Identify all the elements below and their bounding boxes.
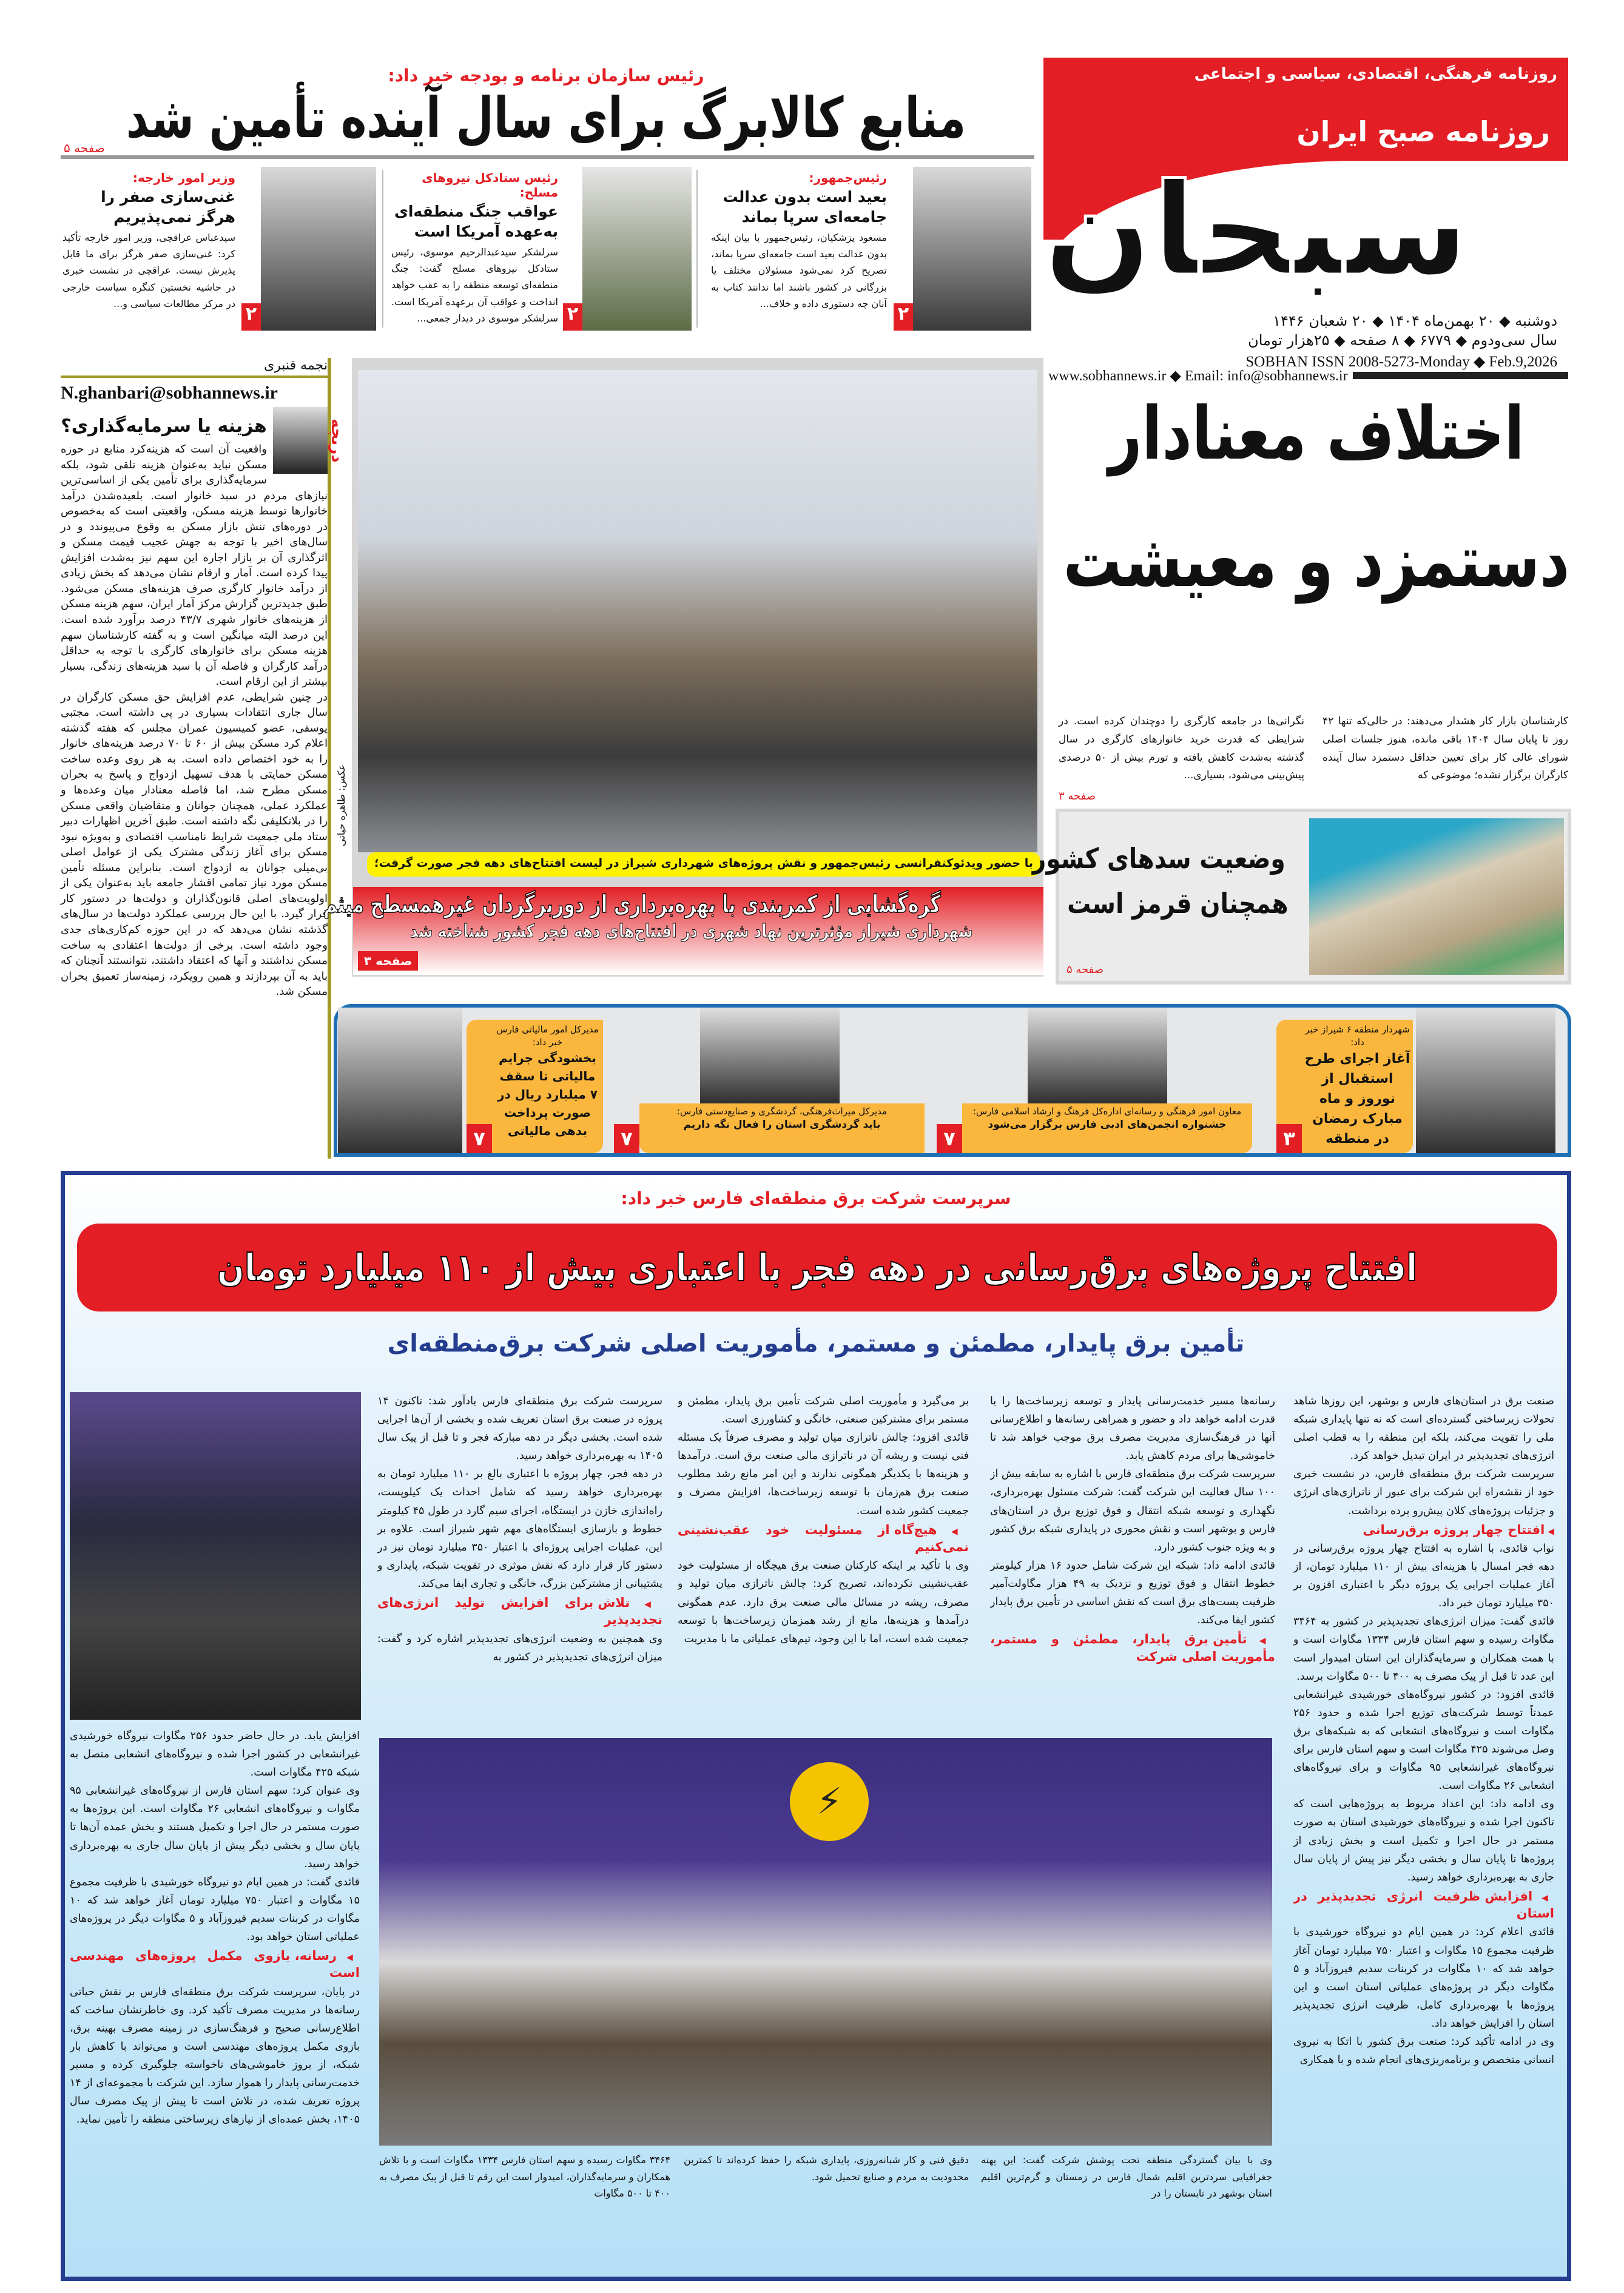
feature-paragraph: بر می‌گیرد و مأموریت اصلی شرکت تأمین برق پایدار، مطمئن و مستمر برای مشترکین صنعتی، خانگی و کشاورزی است.	[678, 1395, 969, 1426]
brief-photo	[582, 167, 692, 331]
brief-headline: بعید است بدون عدالت جامعه‌ای سرپا بماند	[723, 188, 887, 226]
masthead-tagline: روزنامه فرهنگی، اقتصادی، سیاسی و اجتماعی	[1194, 65, 1557, 83]
feature-column	[379, 2152, 670, 2237]
brief-kicker: رئیس‌جمهور:	[809, 170, 887, 185]
feature-subheadline: تأمین برق پایدار، مطمئن و مستمر، مأموریت اصلی شرکت برق‌منطقه‌ای	[387, 1330, 1245, 1358]
promo-photo	[1028, 1008, 1167, 1103]
feature-paragraph: افزایش یابد. در حال حاضر حدود ۲۵۶ مگاوات نیروگاه خورشیدی غیرانشعابی در کشور اجرا شده و نیروگاه‌های انشعابی متصل به شبکه ۴۲۵ مگاوات است.	[70, 1730, 360, 1779]
feature-paragraph: وی همچنین به وضعیت انرژی‌های تجدیدپذیر اشاره کرد و گفت: میزان انرژی‌های تجدیدپذیر در کشور به	[377, 1632, 662, 1663]
promo-photo	[338, 1008, 462, 1153]
feature-headline[interactable]: افتتاح پروژه‌های برق‌رسانی در دهه فجر با اعتباری بیش از ۱۱۰ میلیارد تومان	[217, 1245, 1418, 1290]
main-photo-subheadline: شهرداری شیراز مؤثرترین نهاد شهری در افتتاح‌های دهه فجر کشور شناخته شد	[410, 921, 974, 942]
feature-paragraph: قائدی گفت: میزان انرژی‌های تجدیدپذیر در کشور به ۳۴۶۴ مگاوات رسیده و سهم استان فارس ۱۳۳۴ مگاوات است و با همت همکاران و سرمایه‌گذاران این استان امیدوار است این عدد تا قبل از پیک مصرف به ۴۰۰ تا ۵۰۰ مگاوات برسد.	[1293, 1615, 1554, 1683]
brief-president[interactable]	[704, 167, 1031, 331]
dam-story[interactable]	[1033, 809, 1571, 985]
promo-item[interactable]	[937, 1008, 1252, 1153]
promo-headline: بخشودگی جرایم مالیاتی تا سقف ۷ میلیارد ریال در صورت پرداخت بدهی مالیاتی	[497, 1051, 598, 1138]
feature-column	[377, 1392, 662, 1720]
brief-kicker: وزیر امور خارجه:	[132, 170, 235, 185]
brief-summary: سرلشکر سیدعبدالرحیم موسوی، رئیس ستادکل نیروهای مسلح گفت: جنگ منطقه‌ای توسعه منطقه را به عقب خواهد انداخت و عواقب آن برعهده آمریکا است. سرلشکر موسوی در دیدار جمعی...	[391, 246, 558, 324]
promo-headline: آغاز اجرای طرح استقبال از نوروز و ماه مبارک رمضان در منطقه	[1304, 1051, 1410, 1146]
brief-kicker: رئیس ستادکل نیروهای مسلح:	[422, 170, 558, 200]
brief-summary: مسعود پزشکیان، رئیس‌جمهور با بیان اینکه بدون عدالت بعید است جامعه‌ای سرپا بماند، تصریح کرد نمی‌شود مسئولان مختلف یا بزرگانی در کشور باشند اما ندانند کتاب به آنان چه دستوری داده و خلاف...	[711, 232, 887, 309]
ribbon-cutting-photo[interactable]	[358, 370, 1037, 852]
editorial-title[interactable]: هزینه یا سرمایه‌گذاری؟	[61, 416, 267, 437]
page-badge: ۷	[467, 1124, 492, 1153]
editorial-paragraph: واقعیت آن است که هزینه‌کرد منابع در حوزه مسکن نباید به‌عنوان هزینه تلقی شود، بلکه سرمایه‌گذاری برای تأمین یکی از اساسی‌ترین نیازهای مردم در سبد خانوار است. بلعیده‌شدن درآمد خانوارها توسط هزینه مسکن، واقعیتی است که به‌خصوص در دوره‌های تنش بازار مسکن به وقوع می‌پیوندد و در سال‌های اخیر با توجه به جهش عجیب قیمت مسکن و اثرگذاری آن بر بازار اجاره این سهم نیز به‌شدت افزایش پیدا کرده است. آمار و ارقام نشان می‌دهد که بخش زیادی از درآمد خانوار کارگری صرف هزینه‌های مسکن می‌شود. طبق جدیدترین گزارش مرکز آمار ایران، سهم هزینه مسکن از هزینه‌های خانوار شهری ۴۳/۷ درصد برآورد شده است. این درصد البته میانگین است و به گفته کارشناسان سهم هزینه مسکن برای خانوارهای کارگری با توجه به حداقل درآمد کارگران و فاصله آن با سبد هزینه‌های زندگی، بسیار بیشتر از این ارقام است.	[61, 443, 328, 689]
brief-foreign-minister[interactable]	[61, 167, 376, 331]
promo-strip	[334, 1004, 1571, 1157]
feature-paragraph: قائدی اعلام کرد: در همین ایام دو نیروگاه خورشیدی با ظرفیت مجموع ۱۵ مگاوات و اعتبار ۷۵۰ میلیارد تومان آغاز خواهد شد که ۱۰ مگاوات در کربنات سدیم فیروزآباد و ۵ مگاوات دیگر در پروژه‌های عملیاتی استان است و این پروژه‌ها با بهره‌برداری کامل، ظرفیت انرژی تجدیدپذیر استان را افزایش خواهد داد.	[1293, 1926, 1554, 2030]
tavanir-logo-icon: ⚡	[790, 1762, 869, 1841]
feature-paragraph: رسانه‌ها مسیر خدمت‌رسانی پایدار و توسعه زیرساخت‌ها را با قدرت ادامه خواهد داد و حضور و همراهی رسانه‌ها و اطلاع‌رسانی آنها در فرهنگ‌سازی مدیریت مصرف برق موجب خواهد شد تا خاموشی‌ها برای مردم کاهش یابد.	[990, 1395, 1275, 1463]
divider	[1353, 372, 1568, 379]
page-badge: ۷	[614, 1124, 639, 1153]
promo-photo	[1416, 1008, 1555, 1153]
page-badge: ۷	[937, 1124, 962, 1153]
main-photo-headline: گره‌گشایی از کمربندی با بهره‌برداری از دوربرگردان غیرهمسطح میثم	[323, 891, 941, 918]
feature-subhead: ◀ رسانه، بازوی مکمل پروژه‌های مهندسی است	[70, 1947, 360, 1982]
promo-item[interactable]	[1264, 1008, 1568, 1153]
wage-story-headline-line1[interactable]: اختلاف معنادار	[1108, 392, 1525, 476]
wage-story-body: نگرانی‌ها در جامعه کارگری را دوچندان کرده است. در شرایطی که قدرت خرید خانوارهای کارگری در سال گذشته به‌شدت کاهش یافته و تورم بیش از ۵۰ درصدی پیش‌بینی می‌شود، بسیاری...	[1059, 715, 1304, 782]
brief-headline: غنی‌سازی صفر را هرگز نمی‌پذیریم	[101, 188, 235, 226]
page-badge: ۲	[894, 303, 913, 331]
section-label: دریچه	[328, 419, 346, 463]
promo-photo	[700, 1008, 840, 1103]
feature-paragraph: وی عنوان کرد: سهم استان فارس از نیروگاه‌های غیرانشعابی ۹۵ مگاوات و نیروگاه‌های انشعابی ۲۶ مگاوات است. این پروژه‌ها به صورت مستمر در حال اجرا و تکمیل هستند و بخش عمده آن‌ها تا پایان سال و بخشی دیگر پیش از پایان سال جاری به بهره‌برداری خواهد رسید.	[70, 1785, 360, 1870]
photo-caption-kicker: با حضور ویدئوکنفرانسی رئیس‌جمهور و نقش پروژه‌های شهرداری شیراز در لیست افتتاح‌های دهه فجر صورت گرفت؛	[367, 852, 1040, 877]
date-line: دوشنبه ◆ ۲۰ بهمن‌ماه ۱۴۰۴ ◆ ۲۰ شعبان ۱۴۴۶	[1273, 312, 1557, 329]
feature-paragraph: وی با بیان گستردگی منطقه تحت پوشش شرکت گفت: این پهنه جغرافیایی سردترین اقلیم شمال فارس در زمستان و گرم‌ترین اقلیم استان بوشهر در تابستان را در	[981, 2154, 1272, 2200]
feature-subhead: ◀ تأمین برق پایدار، مطمئن و مستمر، مأموریت اصلی شرکت	[990, 1631, 1275, 1665]
feature-paragraph: در پایان، سرپرست شرکت برق منطقه‌ای فارس بر نقش حیاتی رسانه‌ها در مدیریت مصرف تأکید کرد. وی خاطرنشان ساخت که اطلاع‌رسانی صحیح و فرهنگ‌سازی در زمینه مصرف بهینه برق، بازوی مکمل پروژه‌های مهندسی است و می‌تواند با کاهش بار شبکه، از بروز خاموشی‌های ناخواسته جلوگیری کرده و مسیر خدمت‌رسانی پایدار را هموار سازد. این شرکت با مجموعه‌ای از ۱۴ پروژه تعریف شده، در تلاش است تا پیش از پیک مصرف سال ۱۴۰۵، بخش عمده‌ای از نیازهای زیرساختی منطقه را تأمین نماید.	[70, 1985, 360, 2126]
promo-headline: جشنواره انجمن‌های ادبی فارس برگزار می‌شود	[988, 1119, 1227, 1131]
dam-photo	[1309, 818, 1564, 975]
feature-paragraph: قائدی افزود: در کشور نیروگاه‌های خورشیدی غیرانشعابی عمدتاً توسط شرکت‌های توزیع اجرا شده و حدود ۲۵۶ مگاوات است و نیروگاه‌های انشعابی که به شبکه‌های برق وصل می‌شوند ۴۲۵ مگاوات است و سهم استان فارس برای نیروگاه‌های غیرانشعابی ۹۵ مگاوات و برای نیروگاه‌های انشعابی ۲۶ مگاوات است.	[1293, 1688, 1554, 1793]
masthead	[1043, 58, 1568, 370]
brief-headline: عواقب جنگ منطقه‌ای به‌عهده آمریکا است	[394, 203, 558, 240]
feature-paragraph: دقیق فنی و کار شبانه‌روزی، پایداری شبکه را حفظ کرده‌اند تا کمترین محدودیت به مردم و صنایع تحمیل شود.	[684, 2154, 969, 2183]
promo-headline: باید گردشگری استان را فعال نگه داریم	[683, 1119, 881, 1131]
official-portrait-photo	[70, 1392, 361, 1720]
feature-column	[1293, 1392, 1554, 2254]
promo-kicker: مدیرکل امور مالیاتی فارس خبر داد:	[496, 1024, 599, 1048]
feature-paragraph: وی ادامه داد: این اعداد مربوط به پروژه‌هایی است که تاکنون اجرا شده و نیروگاه‌های خورشیدی استان به صورت مستمر در حال اجرا و تکمیل است و بخش زیادی از پروژه‌ها تا پایان سال و بخشی دیگر نیز پیش از پایان سال جاری به بهره‌برداری خواهد رسید.	[1293, 1798, 1554, 1884]
photo-credit: عکس: طاهره حیاتی	[335, 764, 347, 846]
issue-line: سال سی‌ودوم ◆ ۶۷۷۹ ◆ ۸ صفحه ◆ ۲۵هزار تومان	[1248, 332, 1557, 349]
feature-paragraph: ۳۴۶۴ مگاوات رسیده و سهم استان فارس ۱۳۳۴ مگاوات است و با تلاش همکاران و سرمایه‌گذاران، امیدوار است این رقم تا قبل از پیک مصرف به ۴۰۰ تا ۵۰۰ مگاوات	[379, 2154, 670, 2200]
wage-story-headline-line2[interactable]: دستمزد و معیشت	[1063, 519, 1570, 604]
wage-story-body: کارشناسان بازار کار هشدار می‌دهند: در حالی‌که تنها ۴۲ روز تا پایان سال ۱۴۰۴ باقی مانده، هنوز جلسات اصلی شورای عالی کار برای تعیین حداقل دستمزد سال آینده کارگران برگزار نشده؛ موضوعی که	[1322, 715, 1568, 782]
editorial-rule	[328, 358, 331, 1159]
main-photo-headline-band[interactable]	[323, 887, 1043, 975]
feature-paragraph: در دهه فجر، چهار پروژه با اعتباری بالغ بر ۱۱۰ میلیارد تومان به بهره‌برداری خواهد رسید که شامل احداث یک کیلوپست، راه‌اندازی خازن در ایستگاه، اجرای سیم گارد در طول ۴۵ کیلومتر خطوط و بازسازی ایستگاه‌های مهم شهر شیراز است. علاوه بر این، عملیات اجرایی پروژه‌ای با اعتبار ۳۵۰ میلیارد تومان نیز در دستور کار قرار دارد که نقش موثری در تقویت شبکه، پایداری و پشتیبانی از مشترکین بزرگ، خانگی و تجاری ایفا می‌کند.	[377, 1468, 662, 1590]
feature-paragraph: سرپرست شرکت برق منطقه‌ای فارس یادآور شد: تاکنون ۱۴ پروژه در صنعت برق استان تعریف شده و بخشی از آن‌ها اجرایی شده است. بخشی دیگر در دهه مبارکه فجر و تا قبل از پیک سال ۱۴۰۵ به بهره‌برداری خواهد رسید.	[377, 1395, 662, 1463]
feature-column	[990, 1392, 1275, 1720]
feature-paragraph: وی با تأکید بر اینکه کارکنان صنعت برق هیچگاه از مسئولیت خود عقب‌نشینی نکرده‌اند، تصریح کرد: چالش ناترازی میان تولید و مصرف، ریشه در مسائل مالی صنعت برق دارد. عدم همگونی درآمدها و هزینه‌ها، مانع از رشد همزمان زیرساخت‌ها با توسعه جمعیت شده است، اما با این وجود، تیم‌های عملیاتی ما با مدیریت	[678, 1560, 969, 1645]
feature-paragraph: قائدی گفت: در همین ایام دو نیروگاه خورشیدی با ظرفیت مجموع ۱۵ مگاوات و اعتبار ۷۵۰ میلیارد تومان آغاز خواهد شد که ۱۰ مگاوات در کربنات سدیم فیروزآباد و ۵ مگاوات دیگر در پروژه‌های عملیاتی استان خواهد بود.	[70, 1876, 360, 1944]
divider	[61, 155, 1034, 159]
promo-item[interactable]	[336, 1008, 603, 1153]
page-badge: ۲	[241, 303, 261, 331]
feature-column	[684, 2152, 969, 2237]
feature-paragraph: سرپرست شرکت برق منطقه‌ای فارس با اشاره به سابقه بیش از ۱۰۰ سال فعالیت این شرکت گفت: شرکت مسئول بهره‌برداری، نگهداری و توسعه شبکه انتقال و فوق توزیع برق در استان‌های فارس و بوشهر است و نقش محوری در پایداری شبکه برق کشور و به ویژه جنوب کشور دارد.	[990, 1468, 1275, 1554]
feature-column	[981, 2152, 1272, 2237]
top-story-headline[interactable]: منابع کالابرگ برای سال آینده تأمین شد	[126, 86, 966, 150]
newspaper-logo[interactable]: سبحان	[1043, 156, 1469, 305]
feature-paragraph: صنعت برق در استان‌های فارس و بوشهر، این روزها شاهد تحولات زیرساختی گسترده‌ای است که نه تنها پایداری شبکه ملی را تقویت می‌کند، بلکه این منطقه را به قطب اصلی انرژی‌های تجدیدپذیر در ایران تبدیل خواهد کرد.	[1293, 1395, 1554, 1463]
promo-item[interactable]	[609, 1008, 925, 1153]
promo-kicker: شهردار منطقه ۶ شیراز خبر داد:	[1305, 1024, 1410, 1048]
feature-column	[678, 1392, 969, 1720]
author-portrait	[273, 407, 328, 474]
web-bar	[1043, 367, 1568, 384]
brief-summary: سیدعباس عراقچی، وزیر امور خارجه تأکید کرد: غنی‌سازی صفر هرگز برای ما قابل پذیرش نیست. عراقچی در نشست خبری در حاشیه نخستین کنگره سیاست خارجی در مرکز مطالعات سیاسی و...	[62, 232, 235, 309]
editorial-email[interactable]: N.ghanbari@sobhannews.ir	[61, 383, 278, 403]
feature-paragraph: قائدی افزود: چالش ناترازی میان تولید و مصرف صرفاً یک مسئله فنی نیست و ریشه آن در ناترازی مالی صنعت برق است. درآمدها و هزینه‌ها با یکدیگر همگونی ندارند و این امر مانع رشد مطلوب صنعت برق هم‌زمان با توسعه زیرساخت‌ها، افزایش مصرف و جمعیت کشور شده است.	[678, 1432, 969, 1517]
feature-subhead: ◀ افزایش ظرفیت انرژی تجدیدپذیر در استان	[1293, 1888, 1554, 1922]
dam-headline-line2: همچنان قرمز است	[1067, 886, 1289, 920]
divider	[382, 170, 383, 328]
feature-subhead: ◀ تلاش برای افزایش تولید انرژی‌های تجدیدپذیر	[377, 1594, 662, 1629]
english-issue-line: SOBHAN ISSN 2008-5273-Monday ◆ Feb.9,2026	[1245, 354, 1557, 370]
promo-kicker: معاون امور فرهنگی و رسانه‌ای اداره‌کل فرهنگ و ارشاد اسلامی فارس:	[972, 1106, 1242, 1117]
feature-subhead: ◀ هیچ‌گاه از مسئولیت خود عقب‌نشینی نمی‌کنیم	[678, 1521, 969, 1556]
feature-column	[70, 1727, 360, 2255]
feature-electricity	[61, 1171, 1571, 2281]
brief-armed-forces[interactable]	[388, 167, 692, 331]
feature-paragraph: سرپرست شرکت برق منطقه‌ای فارس، در نشست خبری خود از نقشه‌راه این شرکت برای عبور از ناترازی‌های انرژی و جزئیات پروژه‌های کلان پیش‌رو پرده برداشت.	[1293, 1468, 1554, 1517]
divider	[696, 170, 698, 328]
press-conference-photo	[379, 1738, 1272, 2146]
website-email-link[interactable]: www.sobhannews.ir ◆ Email: info@sobhannews.ir	[1048, 368, 1348, 384]
dam-headline-line1: وضعیت سدهای کشور	[1033, 842, 1286, 875]
top-story-page-ref[interactable]: صفحه ۵	[64, 141, 105, 155]
feature-kicker: سرپرست شرکت برق منطقه‌ای فارس خبر داد:	[621, 1188, 1011, 1208]
feature-paragraph: نواب قائدی، با اشاره به افتتاح چهار پروژه برق‌رسانی در دهه فجر امسال با هزینه‌ای بیش از ۱۱۰ میلیارد تومان، از آغاز عملیات اجرایی یک پروژه دیگر با اعتباری افزون بر ۳۵۰ میلیارد تومان خبر داد.	[1293, 1543, 1554, 1610]
page-ref[interactable]: صفحه ۳	[1059, 790, 1096, 803]
editorial-author: نجمه قنبری	[61, 358, 328, 378]
feature-subhead: ◀ افتتاح چهار پروژه برق‌رسانی	[1293, 1521, 1554, 1538]
feature-paragraph: قائدی ادامه داد: شبکه این شرکت شامل حدود ۱۶ هزار کیلومتر خطوط انتقال و فوق توزیع و نزدیک به ۴۹ هزار مگاولت‌آمپر ظرفیت پست‌های برق است که نقش اساسی در تأمین برق پایدار کشور ایفا می‌کند.	[990, 1559, 1275, 1627]
masthead-subtitle: روزنامه صبح ایران	[1296, 115, 1550, 148]
page-badge: ۲	[563, 303, 582, 331]
top-story-kicker: رئیس سازمان برنامه و بودجه خبر داد:	[388, 66, 704, 86]
page-ref: صفحه ۵	[1066, 963, 1104, 976]
feature-paragraph: وی در ادامه تأکید کرد: صنعت برق کشور با اتکا به نیروی انسانی متخصص و برنامه‌ریزی‌های انجام شده و با همکاری	[1293, 2036, 1554, 2067]
brief-photo	[913, 167, 1031, 331]
editorial-column	[61, 358, 328, 1159]
editorial-paragraph: در چنین شرایطی، عدم افزایش حق مسکن کارگران در سال جاری انتقادات بسیاری در پی داشته است. مجتبی یوسفی، عضو کمیسیون عمران مجلس که هفته گذشته اعلام کرد مسکن بیش از ۶۰ تا ۷۰ درصد هزینه‌های خانوار را به خود اختصاص داده است. به هر روی وعده ساخت مسکن حمایتی با هدف تسهیل ازدواج و پاسخ به بحران مسکن مطرح شد، اما فاصله معنادار میان وعده‌ها و عملکرد عملی، همچنان جوانان و متقاضیان واقعی مسکن را در بلاتکلیفی نگه داشته است. طبق آخرین اظهارات دبیر ستاد ملی جمعیت شرایط نامناسب اقتصادی و به‌ویژه نبود مسکن برای آغاز زندگی مشترک یکی از عوامل اصلی بی‌میلی جوانان به ازدواج است. بنابراین مسئله تأمین مسکن مورد نیاز تمامی اقشار جامعه باید به‌عنوان یکی از اولویت‌های اصلی قانون‌گذاران و دولت‌ها در دستور کار قرار گیرد. با این حال بررسی عملکرد دولت‌ها در سال‌های گذشته نشان می‌دهد که در این حوزه کم‌کاری‌های جدی وجود داشته است. برخی از دولت‌ها اعتقادی به ساخت مسکن نداشتند و آنها که اعتقاد داشتند، نتوانستند آنچنان که باید به آن بپردازند و همین رویکرد، زمینه‌ساز تعمیق بحران مسکن شد.	[61, 690, 328, 998]
page-badge: ۳	[1276, 1124, 1302, 1153]
brief-photo	[261, 167, 376, 331]
page-ref: صفحه ۳	[358, 951, 418, 971]
promo-kicker: مدیرکل میراث‌فرهنگی، گردشگری و صنایع‌دستی فارس:	[676, 1106, 888, 1117]
